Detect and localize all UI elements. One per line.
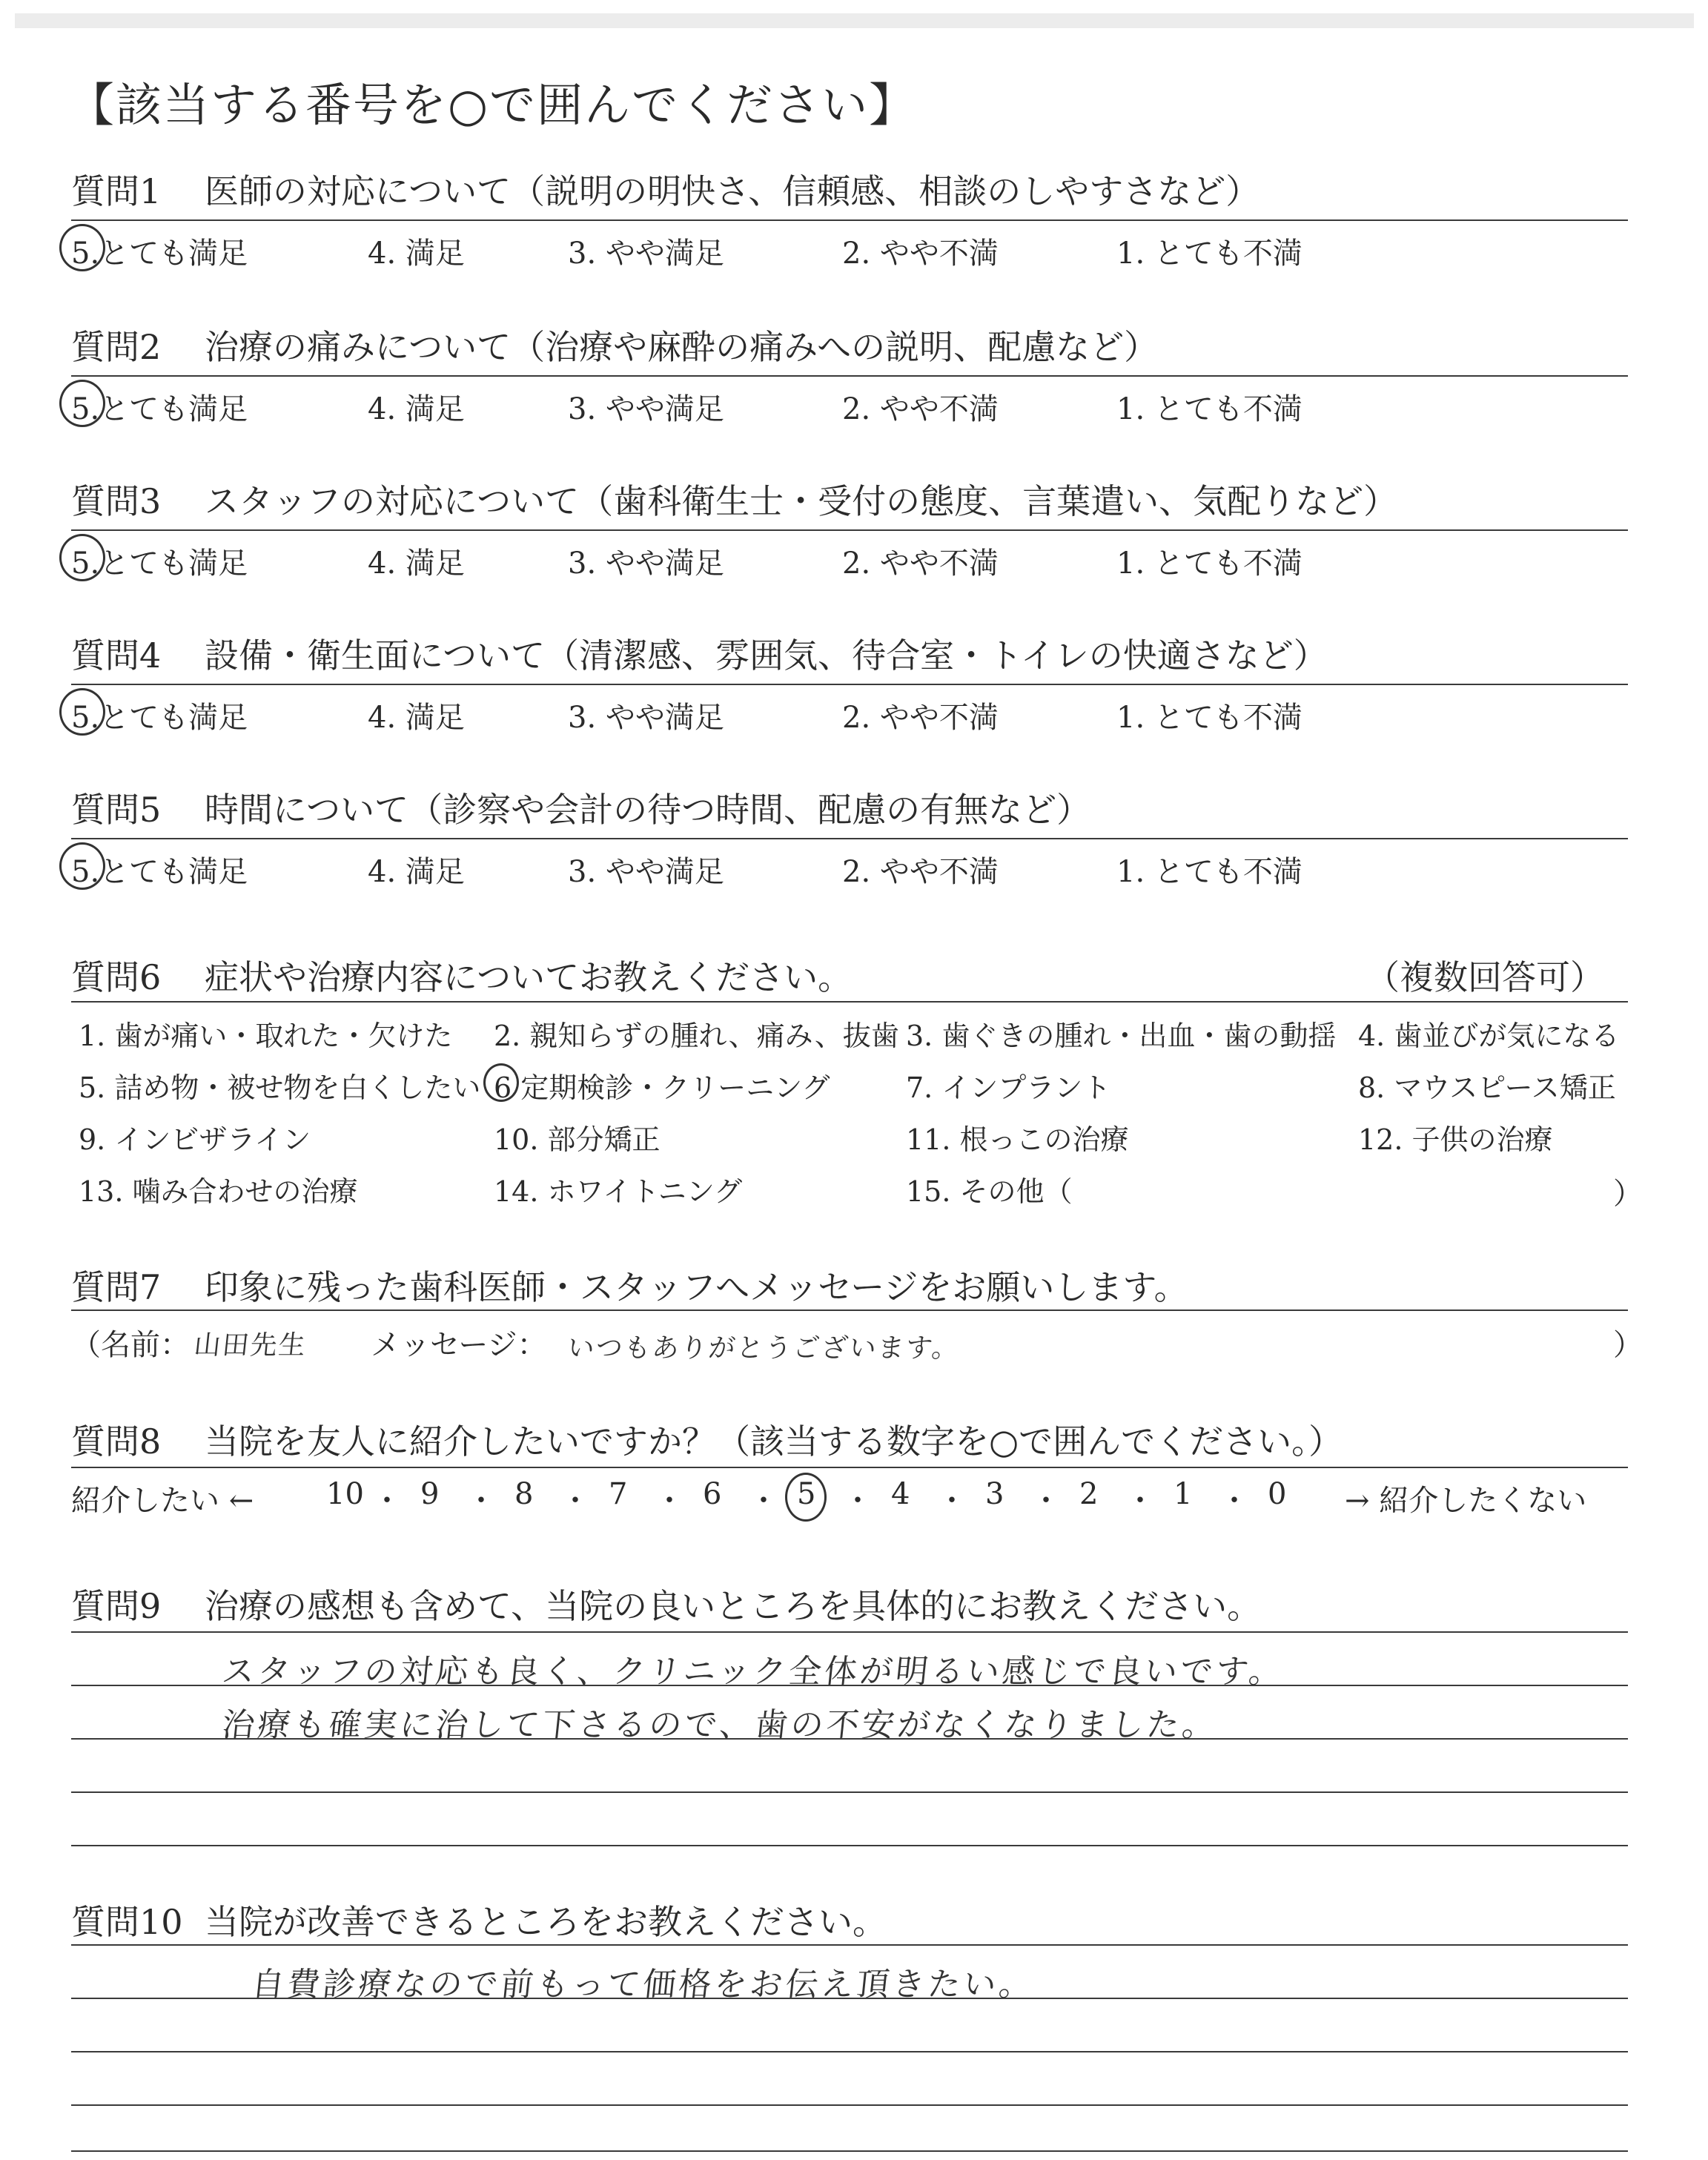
q8-scale-separator: ・: [560, 1484, 590, 1518]
q3-number: 質問3: [71, 481, 162, 521]
q10-title: [71, 1895, 887, 1944]
q8-scale-9[interactable]: 9: [420, 1477, 440, 1511]
q8-scale-separator: ・: [749, 1484, 778, 1518]
q1-title: [71, 165, 1260, 214]
q8-scale-8[interactable]: 8: [514, 1477, 534, 1511]
q7-name-label: （名前：: [71, 1328, 190, 1362]
q6-option-11[interactable]: 11. 根っこの治療: [906, 1123, 1129, 1156]
q1-option-3[interactable]: 3. やや満足: [568, 237, 724, 271]
q2-selected-circle: [59, 380, 105, 427]
q8-scale-2[interactable]: 2: [1079, 1477, 1099, 1511]
q4-number: 質問4: [71, 635, 162, 676]
q6-number: 質問6: [71, 957, 162, 997]
q1-rule: [71, 219, 1628, 221]
q4-selected-circle: [59, 688, 105, 736]
q8-rule: [71, 1467, 1628, 1468]
q5-option-1[interactable]: 1. とても不満: [1116, 855, 1302, 889]
q8-scale-separator: ・: [466, 1484, 496, 1518]
q8-scale-separator: ・: [1031, 1484, 1061, 1518]
q6-option-15[interactable]: 15. その他（: [906, 1175, 1073, 1208]
q3-options: [71, 540, 1628, 584]
q9-answer-line-1: スタッフの対応も良く、クリニック全体が明るい感じで良いです。: [219, 1653, 1287, 1691]
q6-option-4[interactable]: 4. 歯並びが気になる: [1358, 1020, 1620, 1052]
q6-option-1[interactable]: 1. 歯が痛い・取れた・欠けた: [79, 1020, 453, 1052]
q8-scale-1[interactable]: 1: [1174, 1477, 1193, 1511]
q8-right-label: → 紹介したくない: [1345, 1484, 1587, 1518]
q2-text: 治療の痛みについて（治療や麻酔の痛みへの説明、配慮など）: [205, 327, 1159, 367]
q6-option-12[interactable]: 12. 子供の治療: [1358, 1123, 1553, 1156]
q4-option-2[interactable]: 2. やや不満: [842, 701, 999, 735]
q8-scale-5[interactable]: 5: [797, 1477, 816, 1511]
q6-option-9[interactable]: 9. インビザライン: [79, 1123, 311, 1156]
q1-selected-circle: [59, 224, 105, 271]
q3-option-4[interactable]: 4. 満足: [368, 546, 465, 581]
q9-answer-line-2: 治療も確実に治して下さるので、歯の不安がなくなりました。: [219, 1706, 1220, 1744]
q8-scale-6[interactable]: 6: [703, 1477, 722, 1511]
q6-option-7[interactable]: 7. インプラント: [906, 1071, 1111, 1104]
q3-option-5[interactable]: 5.とても満足: [71, 546, 248, 581]
form-instruction-header: 【該当する番号を○で囲んでください】: [68, 78, 917, 132]
q10-number: 質問10: [71, 1902, 183, 1942]
q5-option-2[interactable]: 2. やや不満: [842, 855, 999, 889]
q8-scale-10[interactable]: 10: [326, 1477, 364, 1511]
q5-title: [71, 783, 1090, 832]
q5-selected-circle: [59, 842, 105, 890]
q2-option-4[interactable]: 4. 満足: [368, 392, 465, 426]
q9-number: 質問9: [71, 1586, 162, 1626]
q7-close-paren: ）: [1613, 1328, 1643, 1362]
q5-option-5[interactable]: 5.とても満足: [71, 855, 248, 889]
q6-option-14[interactable]: 14. ホワイトニング: [494, 1175, 743, 1208]
q7-text: 印象に残った歯科医師・スタッフへメッセージをお願いします。: [205, 1267, 1188, 1307]
q6-option-8[interactable]: 8. マウスピース矯正: [1358, 1071, 1616, 1104]
q1-option-1[interactable]: 1. とても不満: [1116, 237, 1302, 271]
q3-title: [71, 475, 1397, 524]
q8-scale-separator: ・: [1125, 1484, 1155, 1518]
q6-option-2[interactable]: 2. 親知らずの腫れ、痛み、抜歯: [494, 1020, 899, 1052]
q8-scale-separator: ・: [655, 1484, 684, 1518]
q8-scale-4[interactable]: 4: [891, 1477, 910, 1511]
q8-scale-separator: ・: [1219, 1484, 1249, 1518]
q8-scale-separator: ・: [843, 1484, 873, 1518]
q2-option-5[interactable]: 5.とても満足: [71, 392, 248, 426]
q4-rule: [71, 684, 1628, 685]
q5-number: 質問5: [71, 790, 162, 830]
q9-rule-4: [71, 1791, 1628, 1793]
q2-option-1[interactable]: 1. とても不満: [1116, 392, 1302, 426]
q5-options: [71, 848, 1628, 893]
q1-text: 医師の対応について（説明の明快さ、信頼感、相談のしやすさなど）: [205, 171, 1260, 211]
q3-selected-circle: [59, 534, 105, 581]
q1-option-5[interactable]: 5.とても満足: [71, 237, 248, 271]
q8-title: [71, 1415, 1343, 1464]
q1-options: [71, 230, 1628, 274]
q7-number: 質問7: [71, 1267, 162, 1307]
q2-option-2[interactable]: 2. やや不満: [842, 392, 999, 426]
q7-title: [71, 1261, 1188, 1309]
q9-title: [71, 1579, 1261, 1628]
q8-number: 質問8: [71, 1421, 162, 1462]
q8-selected-circle: [785, 1473, 827, 1522]
q7-message-handwritten: いつもありがとうございます。: [566, 1333, 961, 1364]
q2-number: 質問2: [71, 327, 162, 367]
q4-title: [71, 629, 1328, 678]
q9-text: 治療の感想も含めて、当院の良いところを具体的にお教えください。: [205, 1586, 1262, 1626]
q6-option-10[interactable]: 10. 部分矯正: [494, 1123, 661, 1156]
q8-scale-0[interactable]: 0: [1268, 1477, 1287, 1511]
q1-number: 質問1: [71, 171, 162, 211]
q7-message-label: メッセージ：: [371, 1328, 547, 1362]
q4-options: [71, 694, 1628, 739]
q2-options: [71, 386, 1628, 430]
q1-option-4[interactable]: 4. 満足: [368, 237, 465, 271]
q10-answer-line-1: 自費診療なので前もって価格をお伝え頂きたい。: [249, 1966, 1037, 2004]
q7-name-handwritten: 山田先生: [192, 1330, 308, 1361]
q5-rule: [71, 838, 1628, 839]
q4-text: 設備・衛生面について（清潔感、雰囲気、待合室・トイレの快適さなど）: [205, 635, 1328, 676]
q4-option-5[interactable]: 5.とても満足: [71, 701, 248, 735]
q6-title: [71, 951, 852, 1000]
q2-rule: [71, 375, 1628, 377]
q6-option-6[interactable]: 6 定期検診・クリーニング: [494, 1071, 830, 1104]
scan-top-edge: [15, 13, 1694, 28]
q3-option-3[interactable]: 3. やや満足: [568, 546, 724, 581]
q6-rule: [71, 1001, 1628, 1003]
q8-scale-7[interactable]: 7: [609, 1477, 628, 1511]
q10-text: 当院が改善できるところをお教えください。: [205, 1902, 887, 1942]
q8-scale-separator: ・: [372, 1484, 402, 1518]
q1-option-2[interactable]: 2. やや不満: [842, 237, 999, 271]
q9-rule-1: [71, 1631, 1628, 1633]
q4-option-4[interactable]: 4. 満足: [368, 701, 465, 735]
q6-text: 症状や治療内容についてお教えください。: [205, 957, 853, 997]
q7-rule: [71, 1309, 1628, 1311]
q2-title: [71, 320, 1158, 369]
q3-rule: [71, 529, 1628, 531]
q10-rule-3: [71, 2051, 1628, 2052]
q6-option-13[interactable]: 13. 噛み合わせの治療: [79, 1175, 358, 1208]
q8-left-label: 紹介したい ←: [71, 1484, 254, 1518]
q5-option-3[interactable]: 3. やや満足: [568, 855, 724, 889]
q6-other-close-paren: ）: [1613, 1177, 1643, 1211]
q3-option-2[interactable]: 2. やや不満: [842, 546, 999, 581]
q8-text: 当院を友人に紹介したいですか？（該当する数字を○で囲んでください。）: [205, 1421, 1343, 1462]
q5-option-4[interactable]: 4. 満足: [368, 855, 465, 889]
q8-scale-3[interactable]: 3: [985, 1477, 1004, 1511]
q6-multiple-note: （複数回答可）: [1366, 957, 1604, 997]
q2-option-3[interactable]: 3. やや満足: [568, 392, 724, 426]
q5-text: 時間について（診察や会計の待つ時間、配慮の有無など）: [205, 790, 1091, 830]
q6-selected-circle: [483, 1063, 519, 1102]
q4-option-3[interactable]: 3. やや満足: [568, 701, 724, 735]
q10-rule-1: [71, 1944, 1628, 1946]
q10-rule-5: [71, 2150, 1628, 2152]
q4-option-1[interactable]: 1. とても不満: [1116, 701, 1302, 735]
q3-option-1[interactable]: 1. とても不満: [1116, 546, 1302, 581]
q3-text: スタッフの対応について（歯科衛生士・受付の態度、言葉遣い、気配りなど）: [205, 481, 1398, 521]
q6-option-3[interactable]: 3. 歯ぐきの腫れ・出血・歯の動揺: [906, 1020, 1337, 1052]
q8-scale-separator: ・: [937, 1484, 967, 1518]
q9-rule-5: [71, 1845, 1628, 1846]
q6-option-5[interactable]: 5. 詰め物・被せ物を白くしたい: [79, 1071, 481, 1104]
q10-rule-4: [71, 2104, 1628, 2106]
